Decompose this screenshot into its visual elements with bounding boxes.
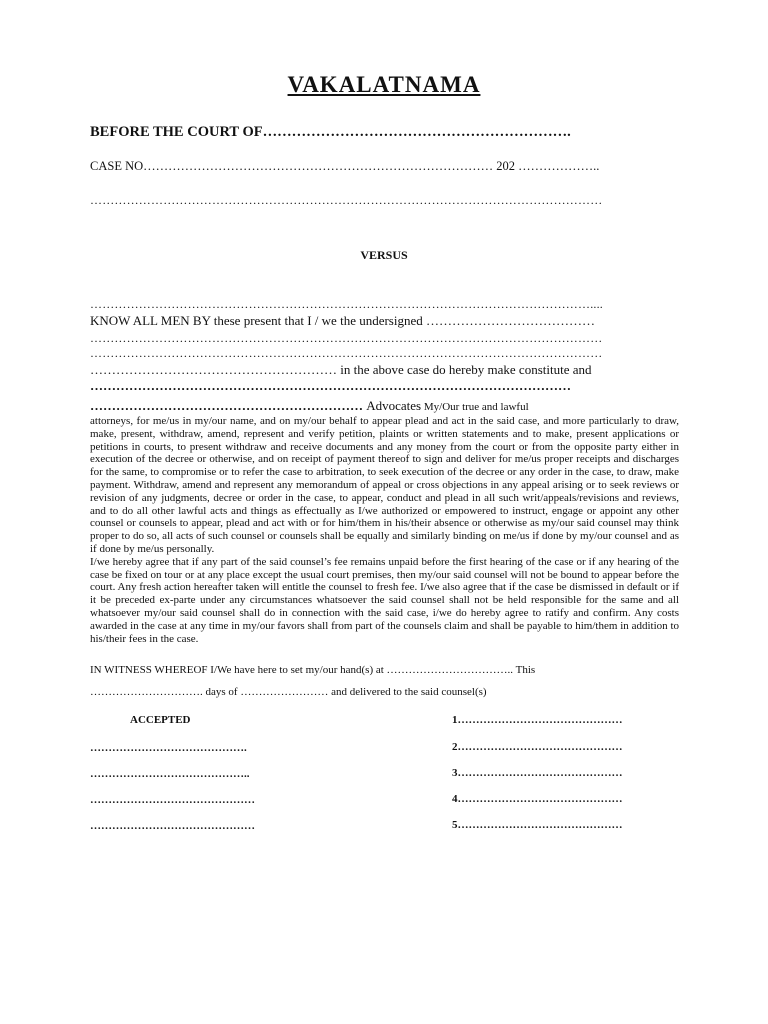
fee-agreement-paragraph: I/we hereby agree that if any part of the said counsel’s fee remains unpaid before the first hearing of the case or if any hearing of the case be fixed on tour or at any place except the usual court premises, then my/our said counsel will not be bound to appear before the court. Any fresh action hereafter taken will entitle the counsel to fresh fee. I/we also agree that if the case be dismissed in default or if it be preceded ex-parte under any circumstances whatsoever the said counsel shall not be held responsible for the same and all whatsoever my/our said counsel shall do in connection with the said case, i/we do hereby agree to ratify and confirm. Any costs awarded in the case at any time in my/our favors shall from part of the counsels claim and shall be payable to him/them in addition to his/their fees in the case. — [90, 555, 679, 645]
advocates-line — [90, 398, 529, 414]
blank-line-undersigned-2: ……………………………………………………………………………………………………………… — [90, 346, 603, 360]
accepted-signature-line-3: ……………………………………… — [90, 794, 255, 806]
accepted-signature-line-1: ……………………………………. — [90, 742, 247, 754]
know-all-men-line: KNOW ALL MEN BY these present that I / we the undersigned ………………………………… — [90, 313, 596, 328]
advocate-name-line: ………………………………………………………………………………………………… — [90, 378, 571, 393]
days-line: …………………………. days of …………………… and delivered to the said counsel(s) — [90, 686, 487, 698]
client-signature-line-4: 4……………………………………… — [452, 793, 623, 805]
client-signature-line-2: 2……………………………………… — [452, 741, 623, 753]
advocates-tail: My/Our true and lawful — [421, 401, 529, 413]
versus-heading: VERSUS — [360, 248, 408, 262]
document-title: VAKALATNAMA — [287, 72, 481, 97]
accepted-label: ACCEPTED — [130, 714, 191, 726]
accepted-signature-line-2: …………………………………….. — [90, 768, 250, 780]
advocates-word: Advocates — [366, 398, 422, 413]
witness-line: IN WITNESS WHEREOF I/We have here to set my/our hand(s) at …………………………….. This — [90, 664, 536, 676]
blank-line-undersigned-1: ……………………………………………………………………………………………………………… — [90, 331, 603, 345]
accepted-signature-line-4: ……………………………………… — [90, 820, 255, 832]
above-case-dots: ………………………………………………… — [90, 362, 341, 377]
advocates-dots: ……………………………………………………… — [90, 398, 367, 413]
case-number-line: CASE NO………………………………………………………………………… 202 ……………….. — [90, 159, 600, 173]
blank-line-respondent: …………………………………………………………………………………………………………….... — [90, 297, 603, 311]
client-signature-line-3: 3……………………………………… — [452, 767, 623, 779]
above-case-text: in the above case do hereby make constitute and — [340, 362, 592, 377]
court-line: BEFORE THE COURT OF………………………………………………………. — [90, 124, 571, 140]
client-signature-line-5: 5……………………………………… — [452, 819, 623, 831]
above-case-line — [90, 362, 592, 378]
client-signature-line-1: 1……………………………………… — [452, 714, 623, 726]
authority-body — [90, 415, 679, 645]
blank-line-petitioner: ……………………………………………………………………………………………………………… — [90, 193, 603, 207]
authority-paragraph: attorneys, for me/us in my/our name, and on my/our behalf to appear plead and act in the said case, and more particularly to draw, make, present, withdraw, amend, represent and verify petition, plaints or written statements and to make, present applications or petitions in courts, to present withdraw and receive documents and any money from the court or from the opposite party either in execution of the decree or otherwise, and on receipt of payment thereof to sign and deliver for me/us proper receipts and discharges for the same, to compromise or to refer the case to arbitration, to seek execution of the decree or any order in the case, to draw, make payment. Withdraw, amend and represent any memorandum of appeal or cross objections in any appeal arising or to seek reviews or revision of any judgments, decree or order in the case, to appear, conduct and plead in all such writ/appeals/revisions and reviews, and to do all other lawful acts and things as effectually as I/we authorized or empowered to instruct, engage or appoint any other counsel or counsels to appear, plead and act with or for him/them in his/their absence or otherwise as my/our said counsel may think proper to do so, all acts of such counsel or counsels shall be equally and similarly binding on me/us if done by my/our counsel and as if done by me/us personally. — [90, 415, 679, 555]
